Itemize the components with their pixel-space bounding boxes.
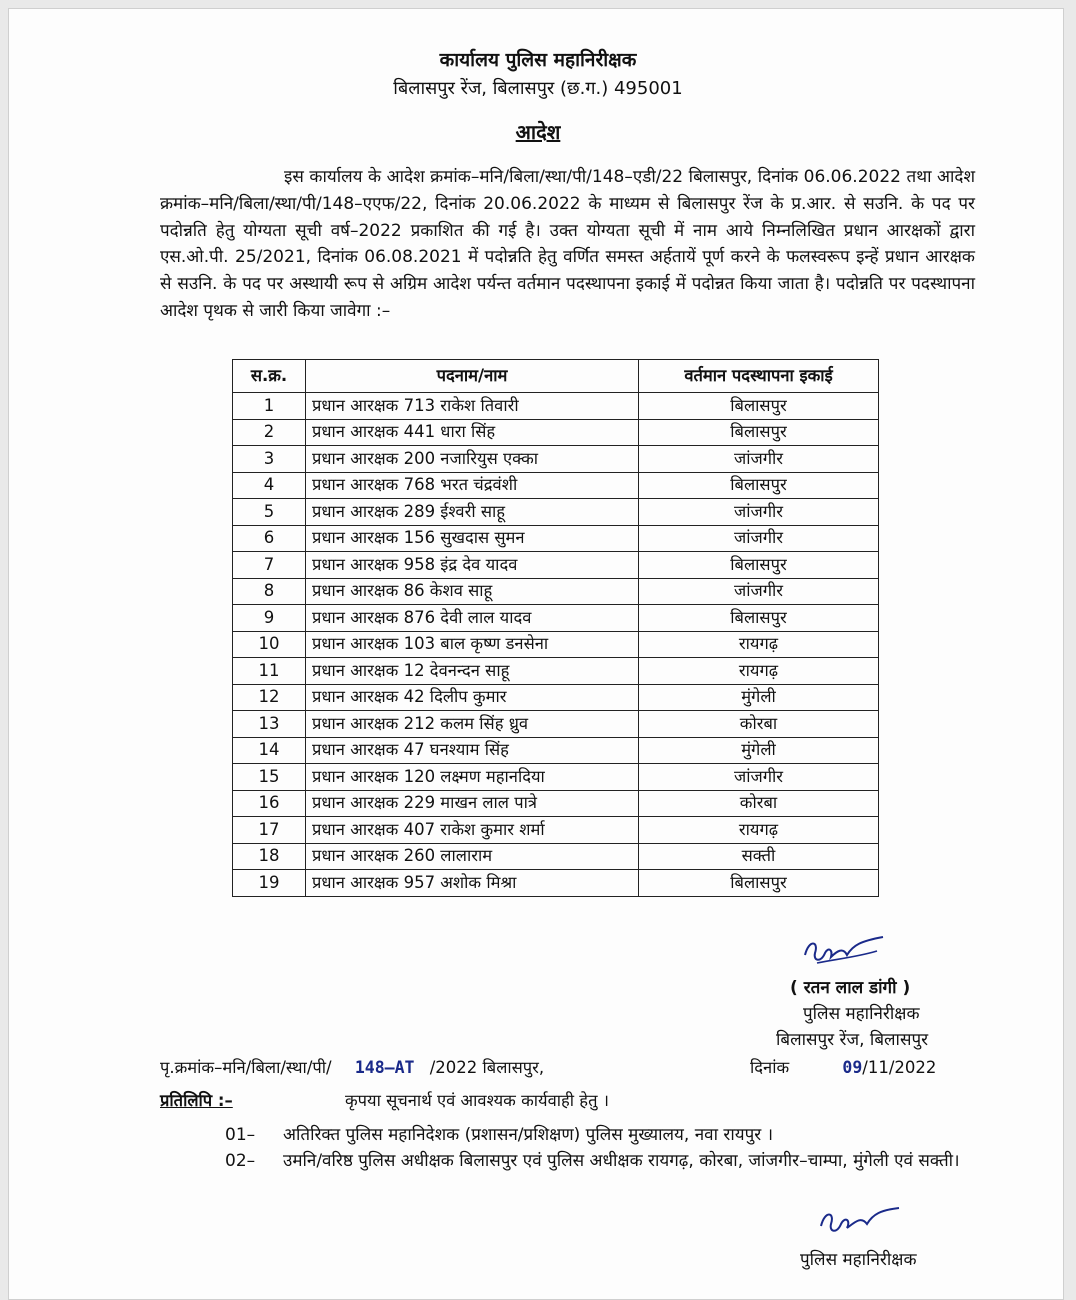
copy-label: प्रतिलिपि :– (160, 1091, 233, 1110)
unit-cell: कोरबा (639, 711, 879, 738)
serial-cell: 7 (233, 552, 306, 579)
name-cell: प्रधान आरक्षक 120 लक्ष्मण महानदिया (306, 764, 639, 791)
unit-cell: सक्ती (639, 843, 879, 870)
table-row (233, 552, 879, 579)
name-cell: प्रधान आरक्षक 441 धारा सिंह (306, 419, 639, 446)
unit-cell: जांजगीर (639, 525, 879, 552)
copy-recipient: 02– उमनि/वरिष्ठ पुलिस अधीक्षक बिलासपुर एवं पुलिस अधीक्षक रायगढ़, कोरबा, जांजगीर–चाम्पा, मुंगेली एवं सक्ती। (225, 1151, 960, 1171)
table-row (233, 631, 879, 658)
name-cell: प्रधान आरक्षक 86 केशव साहू (306, 578, 639, 605)
table-row (233, 419, 879, 446)
unit-cell: जांजगीर (639, 578, 879, 605)
serial-cell: 2 (233, 419, 306, 446)
unit-cell: बिलासपुर (639, 605, 879, 632)
name-cell: प्रधान आरक्षक 958 इंद्र देव यादव (306, 552, 639, 579)
serial-cell: 4 (233, 472, 306, 499)
name-cell: प्रधान आरक्षक 407 राकेश कुमार शर्मा (306, 817, 639, 844)
table-row (233, 472, 879, 499)
table-row (233, 870, 879, 897)
table-row (233, 393, 879, 420)
name-cell: प्रधान आरक्षक 12 देवनन्दन साहू (306, 658, 639, 685)
copy-purpose: कृपया सूचनार्थ एवं आवश्यक कार्यवाही हेतु । (345, 1091, 609, 1110)
name-cell: प्रधान आरक्षक 289 ईश्वरी साहू (306, 499, 639, 526)
name-cell: प्रधान आरक्षक 957 अशोक मिश्रा (306, 870, 639, 897)
serial-cell: 16 (233, 790, 306, 817)
serial-cell: 15 (233, 764, 306, 791)
serial-cell: 11 (233, 658, 306, 685)
unit-cell: जांजगीर (639, 499, 879, 526)
copy-recipient: 01– अतिरिक्त पुलिस महानिदेशक (प्रशासन/प्रशिक्षण) पुलिस मुख्यालय, नवा रायपुर । (225, 1125, 774, 1145)
header-name: पदनाम/नाम (306, 360, 639, 393)
name-cell: प्रधान आरक्षक 47 घनश्याम सिंह (306, 737, 639, 764)
table-row (233, 790, 879, 817)
serial-cell: 8 (233, 578, 306, 605)
table-row (233, 578, 879, 605)
unit-cell: बिलासपुर (639, 472, 879, 499)
name-cell: प्रधान आरक्षक 42 दिलीप कुमार (306, 684, 639, 711)
name-cell: प्रधान आरक्षक 229 माखन लाल पात्रे (306, 790, 639, 817)
table-row (233, 605, 879, 632)
table-row (233, 446, 879, 473)
name-cell: प्रधान आरक्षक 212 कलम सिंह ध्रुव (306, 711, 639, 738)
order-paragraph: इस कार्यालय के आदेश क्रमांक–मनि/बिला/स्था/पी/148–एडी/22 बिलासपुर, दिनांक 06.06.2022 तथा आदेश क्रमांक–मनि/बिला/स्था/पी/148–एएफ/22, दिनांक 20.06.2022 के माध्यम से बिलासपुर रेंज के प्र.आर. से सउनि. के पद पर पदोन्नति हेतु योग्यता सूची वर्ष–2022 प्रकाशित की गई है। उक्त योग्यता सूची में नाम आये निम्नलिखित प्रधान आरक्षकों द्वारा एस.ओ.पी. 25/2021, दिनांक 06.08.2021 में पदोन्नति हेतु वर्णित समस्त अर्हतायें पूर्ण करने के फलस्वरूप इन्हें प्रधान आरक्षक से सउनि. के पद पर अस्थायी रूप से अग्रिम आदेश पर्यन्त वर्तमान पदस्थापना इकाई में पदोन्नत किया जाता है। पदोन्नति पर पदस्थापना आदेश पृथक से जारी किया जावेगा :– (160, 167, 975, 321)
table-row (233, 737, 879, 764)
unit-cell: मुंगेली (639, 737, 879, 764)
table-row (233, 525, 879, 552)
name-cell: प्रधान आरक्षक 103 बाल कृष्ण डनसेना (306, 631, 639, 658)
serial-cell: 14 (233, 737, 306, 764)
unit-cell: बिलासपुर (639, 552, 879, 579)
name-cell: प्रधान आरक्षक 156 सुखदास सुमन (306, 525, 639, 552)
table-row (233, 658, 879, 685)
serial-cell: 5 (233, 499, 306, 526)
promotion-table (232, 359, 879, 897)
unit-cell: बिलासपुर (639, 393, 879, 420)
memo-number: पृ.क्रमांक–मनि/बिला/स्था/पी/ 148–AT /2022 बिलासपुर, (160, 1058, 545, 1077)
unit-cell: मुंगेली (639, 684, 879, 711)
bottom-designation: पुलिस महानिरीक्षक (800, 1250, 917, 1270)
serial-cell: 19 (233, 870, 306, 897)
unit-cell: रायगढ़ (639, 817, 879, 844)
serial-cell: 1 (233, 393, 306, 420)
office-address: बिलासपुर रेंज, बिलासपुर (छ.ग.) 495001 (393, 78, 683, 99)
signatory-place: बिलासपुर रेंज, बिलासपुर (776, 1030, 929, 1050)
signatory-name: ( रतन लाल डांगी ) (790, 978, 911, 998)
table-row (233, 817, 879, 844)
name-cell: प्रधान आरक्षक 768 भरत चंद्रवंशी (306, 472, 639, 499)
name-cell: प्रधान आरक्षक 260 लालाराम (306, 843, 639, 870)
serial-cell: 3 (233, 446, 306, 473)
table-row (233, 764, 879, 791)
handwritten-number: 148–AT (354, 1058, 415, 1077)
signature-mark (797, 933, 887, 973)
unit-cell: रायगढ़ (639, 631, 879, 658)
serial-cell: 6 (233, 525, 306, 552)
table-header-row (233, 360, 879, 393)
unit-cell: जांजगीर (639, 446, 879, 473)
header-serial: स.क्र. (233, 360, 306, 393)
unit-cell: बिलासपुर (639, 870, 879, 897)
table-row (233, 843, 879, 870)
table-row (233, 499, 879, 526)
signatory-designation: पुलिस महानिरीक्षक (803, 1004, 920, 1024)
unit-cell: रायगढ़ (639, 658, 879, 685)
name-cell: प्रधान आरक्षक 200 नजारियुस एक्का (306, 446, 639, 473)
memo-date: दिनांक 09/11/2022 (750, 1058, 937, 1077)
header-unit: वर्तमान पदस्थापना इकाई (639, 360, 879, 393)
name-cell: प्रधान आरक्षक 713 राकेश तिवारी (306, 393, 639, 420)
table-row (233, 684, 879, 711)
serial-cell: 9 (233, 605, 306, 632)
unit-cell: जांजगीर (639, 764, 879, 791)
order-title: आदेश (515, 120, 561, 144)
office-heading: कार्यालय पुलिस महानिरीक्षक (439, 49, 637, 71)
signature-mark (815, 1202, 905, 1242)
serial-cell: 12 (233, 684, 306, 711)
handwritten-day: 09 (842, 1058, 863, 1077)
serial-cell: 13 (233, 711, 306, 738)
unit-cell: बिलासपुर (639, 419, 879, 446)
unit-cell: कोरबा (639, 790, 879, 817)
serial-cell: 18 (233, 843, 306, 870)
name-cell: प्रधान आरक्षक 876 देवी लाल यादव (306, 605, 639, 632)
serial-cell: 10 (233, 631, 306, 658)
serial-cell: 17 (233, 817, 306, 844)
table-row (233, 711, 879, 738)
